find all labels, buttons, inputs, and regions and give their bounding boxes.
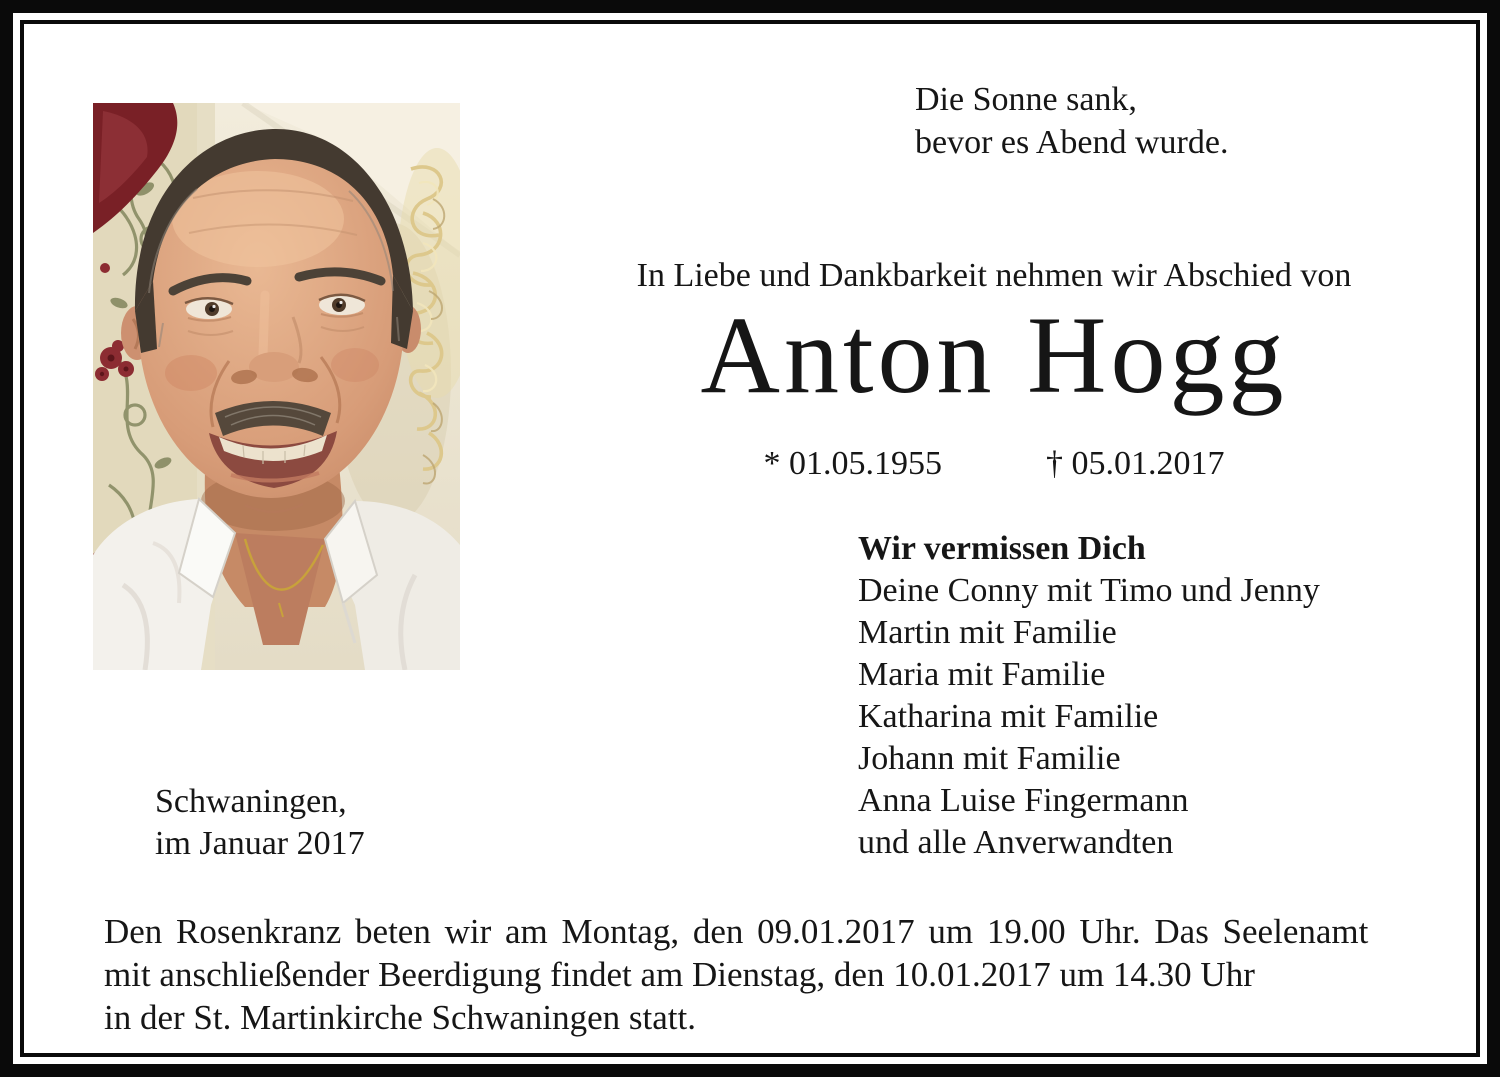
death-date: † 05.01.2017 (1046, 445, 1225, 482)
epigraph (915, 78, 1228, 164)
mourners-heading: Wir vermissen Dich (858, 530, 1146, 567)
intro-line: In Liebe und Dankbarkeit nehmen wir Abschied von (636, 257, 1352, 294)
announcement-line: in der St. Martinkirche Schwaningen statt. (104, 998, 696, 1037)
date-line: im Januar 2017 (155, 825, 365, 862)
portrait-photo (93, 103, 460, 670)
announcement-line: mit anschließender Beerdigung findet am Dienstag, den 10.01.2017 um 14.30 Uhr (104, 955, 1255, 994)
life-dates (500, 444, 1488, 484)
epigraph-line-2: bevor es Abend wurde. (915, 124, 1229, 161)
announcement-line: Den Rosenkranz beten wir am Montag, den 09.01.2017 um 19.00 Uhr. Das Seelenamt (104, 912, 1369, 951)
mourner-line: Anna Luise Fingermann (858, 782, 1189, 819)
funeral-announcement (104, 910, 1434, 1039)
mourners-list (858, 528, 1320, 864)
deceased-name: Anton Hogg (700, 294, 1288, 416)
mourner-line: Deine Conny mit Timo und Jenny (858, 572, 1320, 609)
mourner-line: Johann mit Familie (858, 740, 1121, 777)
mourner-line: Maria mit Familie (858, 656, 1106, 693)
birth-date: * 01.05.1955 (763, 445, 942, 482)
place-date (155, 781, 365, 865)
place-line: Schwaningen, (155, 783, 347, 820)
mourner-line: Martin mit Familie (858, 614, 1117, 651)
mourner-line: Katharina mit Familie (858, 698, 1159, 735)
mourner-line: und alle Anverwandten (858, 824, 1174, 861)
portrait-illustration (93, 103, 460, 670)
epigraph-line-1: Die Sonne sank, (915, 81, 1137, 118)
